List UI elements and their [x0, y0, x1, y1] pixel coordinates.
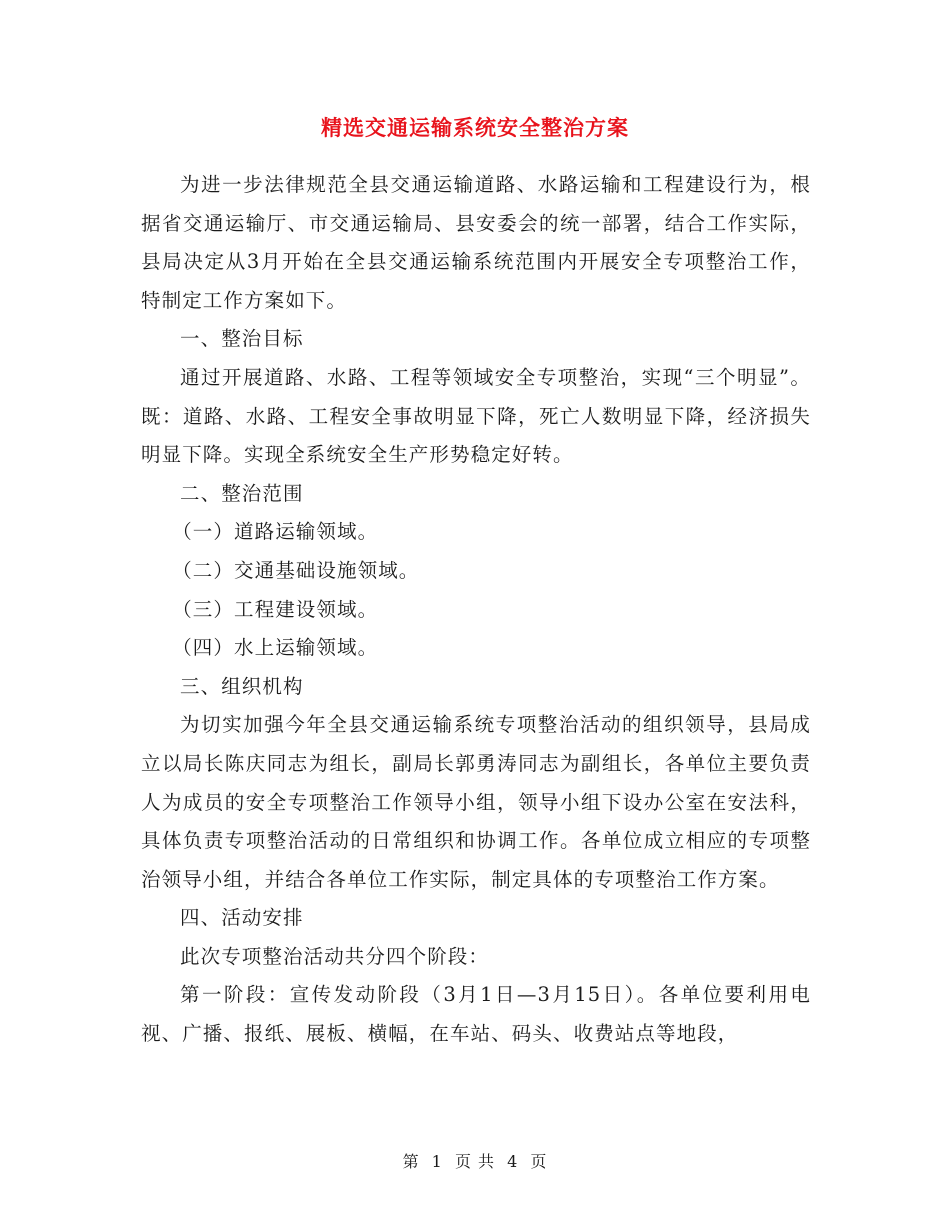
section-heading-2: 二、整治范围	[180, 481, 304, 505]
section-heading-1: 一、整治目标	[180, 327, 304, 351]
document-title: 精选交通运输系统安全整治方案	[321, 115, 629, 140]
page-mid: 页 共	[454, 1152, 496, 1171]
paragraph-intro: 为进一步法律规范全县交通运输道路、水路运输和工程建设行为，根据省交通运输厅、市交通运输局、县安委会的统一部署，结合工作实际，县局决定从3月开始在全县交通运输系统范围内开展安全专项整治工作，特制定工作方案如下。	[141, 173, 811, 312]
page-current: 1	[431, 1152, 443, 1171]
page-footer	[0, 1150, 950, 1174]
scope-item-4: （四）水上运输领域。	[172, 636, 379, 660]
paragraph-phase-1: 第一阶段：宣传发动阶段（3月1日—3月15日）。各单位要利用电视、广播、报纸、展板、横幅，在车站、码头、收费站点等地段，	[141, 983, 811, 1046]
scope-item-1: （一）道路运输领域。	[172, 520, 379, 544]
paragraph-organization: 为切实加强今年全县交通运输系统专项整治活动的组织领导，县局成立以局长陈庆同志为组长，副局长郭勇涛同志为副组长，各单位主要负责人为成员的安全专项整治工作领导小组，领导小组下设办公室在安法科，具体负责专项整治活动的日常组织和协调工作。各单位成立相应的专项整治领导小组，并结合各单位工作实际，制定具体的专项整治工作方案。	[141, 713, 811, 891]
scope-item-2: （二）交通基础设施领域。	[172, 558, 420, 582]
scope-item-3: （三）工程建设领域。	[172, 597, 379, 621]
section-heading-3: 三、组织机构	[180, 674, 304, 698]
paragraph-phases: 此次专项整治活动共分四个阶段：	[180, 944, 490, 968]
page-prefix: 第	[402, 1152, 420, 1171]
document-body	[141, 166, 811, 1054]
page-suffix: 页	[530, 1152, 548, 1171]
page-total: 4	[507, 1152, 519, 1171]
paragraph-goal: 通过开展道路、水路、工程等领域安全专项整治，实现“三个明显”。既：道路、水路、工程安全事故明显下降，死亡人数明显下降，经济损失明显下降。实现全系统安全生产形势稳定好转。	[141, 365, 811, 467]
section-heading-4: 四、活动安排	[180, 906, 304, 930]
